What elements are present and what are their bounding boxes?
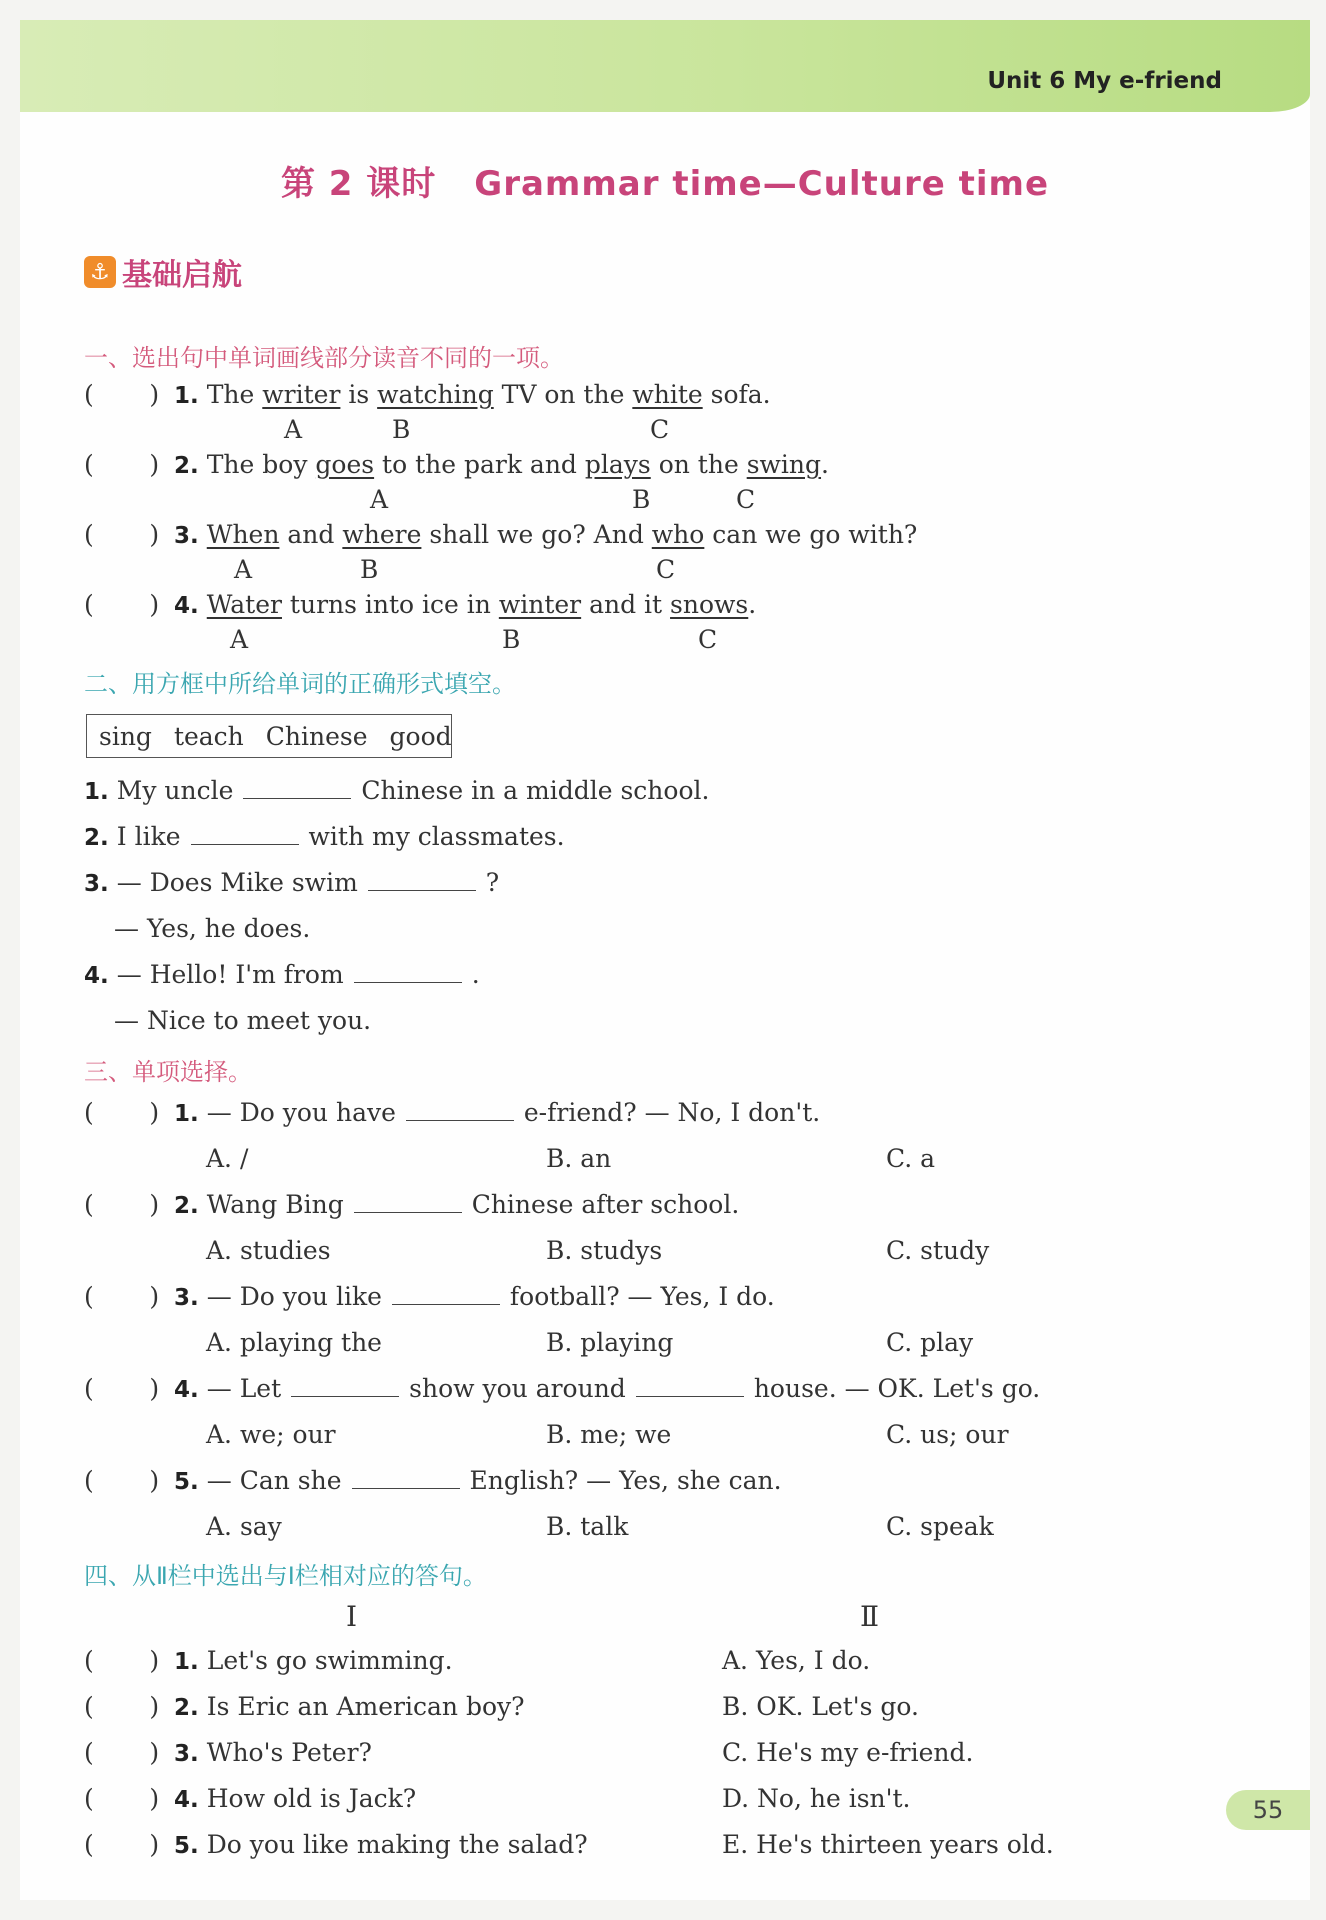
option-b[interactable]: B. playing [546,1328,674,1357]
answer-paren[interactable]: ( ) [84,380,160,409]
answer-option: D. No, he isn't. [722,1784,911,1813]
s1-question-3: ( ) 3. When and where shall we go? And who can we go with? [84,520,918,549]
s2-question-4: 4. — Hello! I'm from . [84,960,480,989]
unit-title: Unit 6 My e-friend [987,68,1222,94]
answer-option: C. He's my e-friend. [722,1738,974,1767]
answer-paren[interactable]: ( ) [84,1646,160,1675]
option-a[interactable]: A. studies [206,1236,331,1265]
s2-reply-3: — Yes, he does. [114,914,311,943]
fill-blank[interactable] [392,1284,500,1305]
s3-question-3: ( ) 3. — Do you like football? — Yes, I do. [84,1282,775,1311]
word: good [389,721,452,751]
answer-paren[interactable]: ( ) [84,1098,160,1127]
option-a[interactable]: A. say [206,1512,282,1541]
word: sing [99,721,152,751]
column-2-heading: Ⅱ [860,1600,880,1633]
option-a[interactable]: A. we; our [206,1420,336,1449]
worksheet-page [20,20,1310,1900]
lesson-number: 第 2 课时 [280,164,437,204]
s3-question-1: ( ) 1. — Do you have e-friend? — No, I don't. [84,1098,821,1127]
option-letter: C [698,625,718,654]
s4-question-3: ( ) 3. Who's Peter? [84,1738,372,1767]
answer-option: B. OK. Let's go. [722,1692,919,1721]
answer-option: A. Yes, I do. [722,1646,871,1675]
option-c[interactable]: C. play [886,1328,974,1357]
option-letter: A [284,415,303,444]
anchor-icon: ⚓ [84,256,116,288]
option-letter: C [736,485,756,514]
option-letter: A [230,625,249,654]
answer-paren[interactable]: ( ) [84,1190,160,1219]
answer-paren[interactable]: ( ) [84,1738,160,1767]
s3-question-5: ( ) 5. — Can she English? — Yes, she can. [84,1466,782,1495]
fill-blank[interactable] [368,870,476,891]
option-c[interactable]: C. a [886,1144,936,1173]
s4-question-1: ( ) 1. Let's go swimming. [84,1646,453,1675]
s4-question-4: ( ) 4. How old is Jack? [84,1784,417,1813]
option-b[interactable]: B. me; we [546,1420,672,1449]
s4-question-5: ( ) 5. Do you like making the salad? [84,1830,588,1859]
s3-question-2: ( ) 2. Wang Bing Chinese after school. [84,1190,740,1219]
page-number: 55 [1226,1790,1310,1830]
fill-blank[interactable] [352,1468,460,1489]
answer-option: E. He's thirteen years old. [722,1830,1054,1859]
column-1-heading: Ⅰ [346,1600,358,1633]
s1-question-4: ( ) 4. Water turns into ice in winter and it snows. [84,590,757,619]
option-letter: A [370,485,389,514]
s1-question-2: ( ) 2. The boy goes to the park and plays on the swing. [84,450,829,479]
fill-blank[interactable] [243,778,351,799]
option-letter: B [360,555,379,584]
s2-question-2: 2. I like with my classmates. [84,822,565,851]
option-letter: C [650,415,670,444]
s2-question-1: 1. My uncle Chinese in a middle school. [84,776,710,805]
section-badge [84,250,242,294]
s2-reply-4: — Nice to meet you. [114,1006,372,1035]
option-c[interactable]: C. us; our [886,1420,1009,1449]
fill-blank[interactable] [636,1376,744,1397]
fill-blank[interactable] [291,1376,399,1397]
header-band [20,20,1310,112]
option-letter: A [234,555,253,584]
s3-question-4: ( ) 4. — Let show you around house. — OK. Let's go. [84,1374,1041,1403]
word: teach [173,721,244,751]
option-c[interactable]: C. study [886,1236,990,1265]
option-letter: B [632,485,651,514]
option-a[interactable]: A. / [206,1144,249,1173]
option-b[interactable]: B. an [546,1144,612,1173]
answer-paren[interactable]: ( ) [84,450,160,479]
section-1-heading: 一、选出句中单词画线部分读音不同的一项。 [84,344,564,372]
s2-question-3: 3. — Does Mike swim ? [84,868,500,897]
section-2-heading: 二、用方框中所给单词的正确形式填空。 [84,670,516,698]
fill-blank[interactable] [354,1192,462,1213]
answer-paren[interactable]: ( ) [84,520,160,549]
s1-question-1: ( ) 1. The writer is watching TV on the white sofa. [84,380,771,409]
lesson-title [20,156,1310,205]
answer-paren[interactable]: ( ) [84,1374,160,1403]
answer-paren[interactable]: ( ) [84,590,160,619]
fill-blank[interactable] [354,962,462,983]
fill-blank[interactable] [406,1100,514,1121]
option-b[interactable]: B. talk [546,1512,629,1541]
option-letter: B [502,625,521,654]
answer-paren[interactable]: ( ) [84,1466,160,1495]
option-letter: C [656,555,676,584]
answer-paren[interactable]: ( ) [84,1784,160,1813]
word: Chinese [265,721,368,751]
answer-paren[interactable]: ( ) [84,1830,160,1859]
s4-question-2: ( ) 2. Is Eric an American boy? [84,1692,525,1721]
lesson-name: Grammar time—Culture time [474,164,1050,204]
word-box [86,714,452,758]
answer-paren[interactable]: ( ) [84,1692,160,1721]
section-3-heading: 三、单项选择。 [84,1058,252,1086]
option-letter: B [392,415,411,444]
section-4-heading: 四、从Ⅱ栏中选出与Ⅰ栏相对应的答句。 [84,1562,487,1590]
option-a[interactable]: A. playing the [206,1328,382,1357]
fill-blank[interactable] [191,824,299,845]
option-b[interactable]: B. studys [546,1236,663,1265]
option-c[interactable]: C. speak [886,1512,994,1541]
badge-label: 基础启航 [122,258,242,293]
answer-paren[interactable]: ( ) [84,1282,160,1311]
